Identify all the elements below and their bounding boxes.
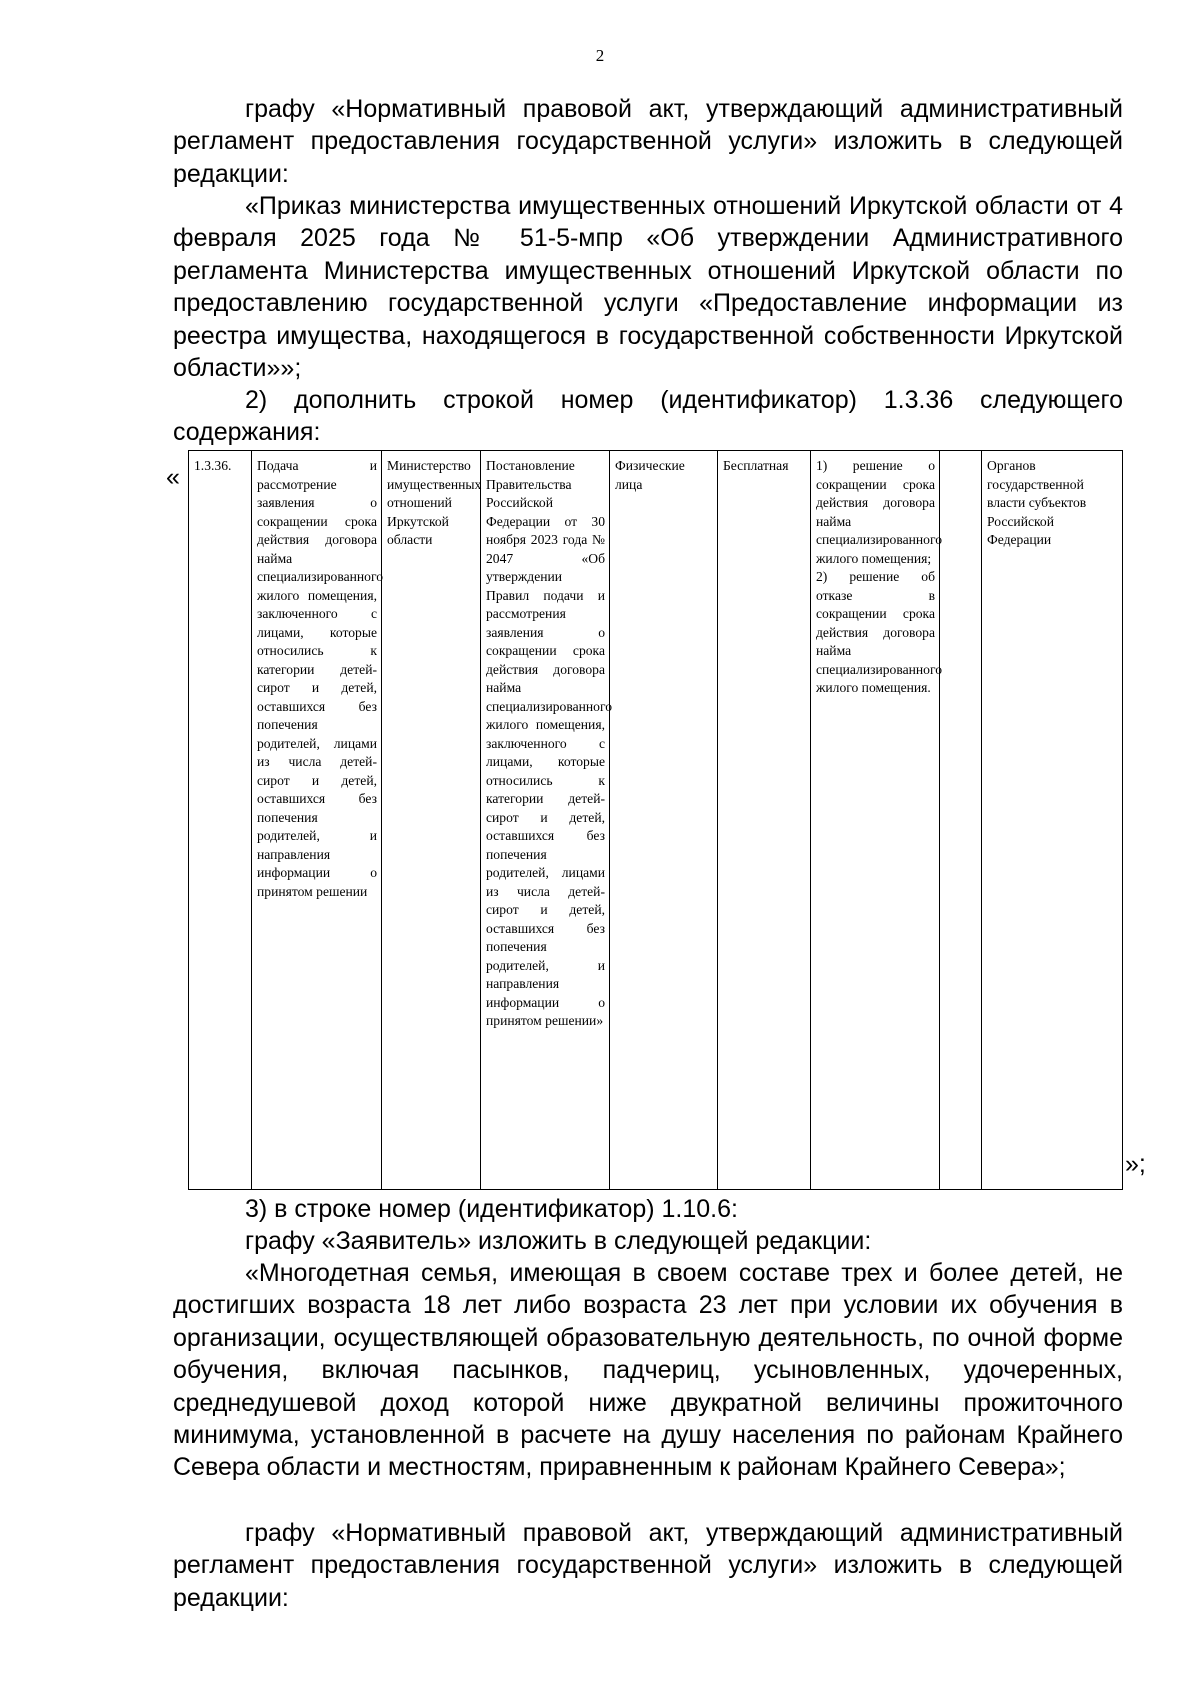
cell-government-body: Органов государственной власти субъектов Российской Федерации [982, 451, 1123, 1190]
paragraph-row-1-10-6: 3) в строке номер (идентификатор) 1.10.6: [245, 1195, 738, 1223]
paragraph-large-family-text: «Многодетная семья, имеющая в своем составе трех и более детей, не достигших возраста 18 лет либо возраста 23 лет при условии их обучения в организации, осуществляющей образовательную деятельность, по очной форме обучения, включая пасынков, падчериц, усыновленных, удочеренных, среднедушевой доход которой ниже двукратной величины прожиточного минимума, установленной в расчете на душу населения по районам Крайнего Севера области и местностям, приравненным к районам Крайнего Севера»; [173, 1259, 1123, 1482]
cell-empty [940, 451, 982, 1190]
cell-result [811, 451, 940, 1190]
paragraph-order-text: «Приказ министерства имущественных отношений Иркутской области от 4 февраля 2025 года № 51-5-мпр «Об утверждении Административного регламента Министерства имущественных отношений Иркутской области по предоставлению государственной услуги «Предоставление информации из реестра имущества, находящегося в государственной собственности Иркутской области»»; [173, 192, 1123, 383]
table-closing-quote: »; [1125, 1150, 1146, 1178]
paragraph-applicant-column: графу «Заявитель» изложить в следующей редакции: [245, 1227, 872, 1255]
cell-applicant: Физические лица [610, 451, 718, 1190]
table-row [189, 451, 1123, 1190]
cell-id: 1.3.36. [189, 451, 252, 1190]
cell-result-item-1: 1) решение о сокращении срока действия договора найма специализированного жилого помещения; [816, 458, 942, 566]
cell-authority: Министерство имущественных отношений Иркутской области [382, 451, 481, 1190]
cell-legal-act: Постановление Правительства Российской Федерации от 30 ноября 2023 года № 2047 «Об утверждении Правил подачи и рассмотрения заявления о сокращении срока действия договора найма специализированного жилого помещения, заключенного с лицами, которые относились к категории детей-сирот и детей, оставшихся без попечения родителей, лицами из числа детей-сирот и детей, оставшихся без попечения родителей, и направления информации о принятом решении» [481, 451, 610, 1190]
table-opening-quote: « [166, 463, 180, 491]
paragraph-regulation-column-1: графу «Нормативный правовой акт, утверждающий административный регламент предоставления государственной услуги» изложить в следующей редакции: [173, 95, 1123, 188]
inserted-row-table [188, 450, 1123, 1190]
cell-payment: Бесплатная [718, 451, 811, 1190]
cell-service-name: Подача и рассмотрение заявления о сокращении срока действия договора найма специализированного жилого помещения, заключенного с лицами, которые относились к категории детей-сирот и детей, оставшихся без попечения родителей, лицами из числа детей-сирот и детей, оставшихся без попечения родителей, и направления информации о принятом решении [252, 451, 382, 1190]
cell-result-item-2: 2) решение об отказе в сокращении срока действия договора найма специализированного жилого помещения. [816, 569, 942, 695]
paragraph-add-row: 2) дополнить строкой номер (идентификатор) 1.3.36 следующего содержания: [173, 386, 1123, 447]
paragraph-regulation-column-2: графу «Нормативный правовой акт, утверждающий административный регламент предоставления государственной услуги» изложить в следующей редакции: [173, 1519, 1123, 1612]
page-number: 2 [595, 46, 605, 65]
